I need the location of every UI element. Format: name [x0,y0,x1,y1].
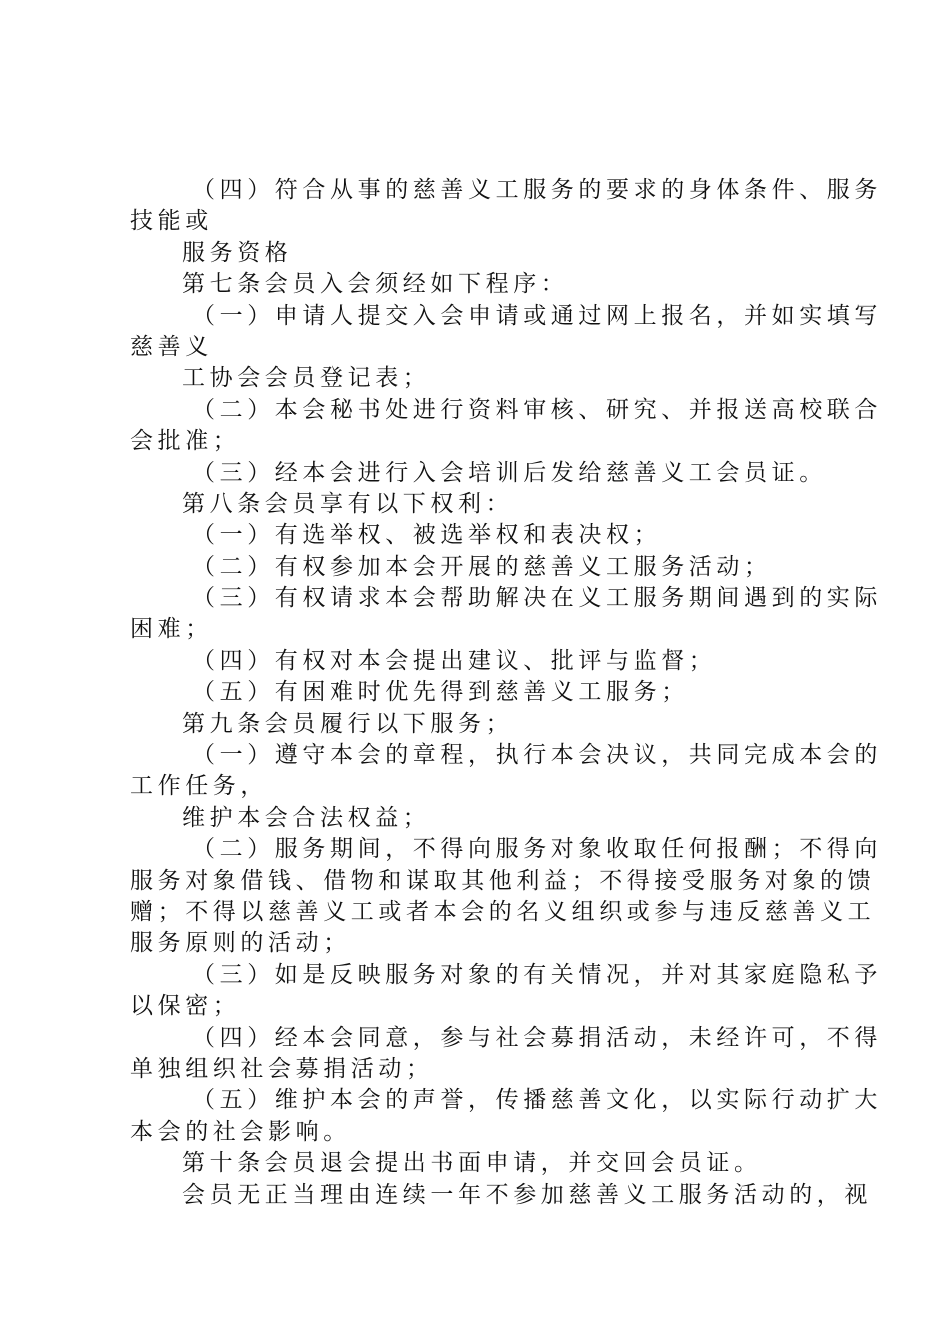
paragraph-continuation: 赠；不得以慈善义工或者本会的名义组织或参与违反慈善义工 [130,898,876,925]
article-8-item-5: （五）有困难时优先得到慈善义工服务； [192,679,689,706]
article-7-item-1: （一）申请人提交入会申请或通过网上报名，并如实填写 [192,302,882,329]
article-7-item-3: （三）经本会进行入会培训后发给慈善义工会员证。 [192,459,827,486]
paragraph-continuation: 以保密； [130,993,241,1020]
article-7-item-2: （二）本会秘书处进行资料审核、研究、并报送高校联合 [192,396,882,423]
article-9-heading: 第九条会员履行以下服务； [182,710,514,737]
article-7-heading: 第七条会员入会须经如下程序： [182,271,569,298]
article-10-paragraph: 会员无正当理由连续一年不参加慈善义工服务活动的，视 [182,1181,872,1208]
paragraph-continuation: 慈善义 [130,333,213,360]
article-8-item-3: （三）有权请求本会帮助解决在义工服务期间遇到的实际 [192,585,882,612]
article-9-item-1: （一）遵守本会的章程，执行本会决议，共同完成本会的 [192,742,882,769]
article-9-item-2: （二）服务期间，不得向服务对象收取任何报酬；不得向 [192,836,882,863]
paragraph-continuation: 服务资格 [182,239,293,266]
paragraph-continuation: 单独组织社会募捐活动； [130,1055,434,1082]
paragraph-continuation: 服务原则的活动； [130,930,351,957]
paragraph-item-4-condition: （四）符合从事的慈善义工服务的要求的身体条件、服务 [192,177,882,203]
paragraph-continuation: 困难； [130,616,213,643]
paragraph-continuation: 服务对象借钱、借物和谋取其他利益；不得接受服务对象的馈 [130,867,876,894]
paragraph-continuation: 维护本会合法权益； [182,804,431,831]
article-8-item-4: （四）有权对本会提出建议、批评与监督； [192,647,717,674]
article-9-item-3: （三）如是反映服务对象的有关情况，并对其家庭隐私予 [192,961,882,988]
article-8-item-1: （一）有选举权、被选举权和表决权； [192,522,662,549]
paragraph-continuation: 本会的社会影响。 [130,1118,351,1145]
paragraph-continuation: 技能或 [130,208,213,235]
article-8-heading: 第八条会员享有以下权利： [182,490,514,517]
article-9-item-4: （四）经本会同意，参与社会募捐活动，未经许可，不得 [192,1024,882,1051]
paragraph-continuation: 工协会会员登记表； [182,365,431,392]
article-10-heading: 第十条会员退会提出书面申请，并交回会员证。 [182,1150,762,1177]
article-8-item-2: （二）有权参加本会开展的慈善义工服务活动； [192,553,772,580]
paragraph-continuation: 工作任务， [130,773,268,800]
document-body [130,175,882,1211]
article-9-item-5: （五）维护本会的声誉，传播慈善文化，以实际行动扩大 [192,1087,882,1114]
paragraph-continuation: 会批准； [130,428,241,455]
